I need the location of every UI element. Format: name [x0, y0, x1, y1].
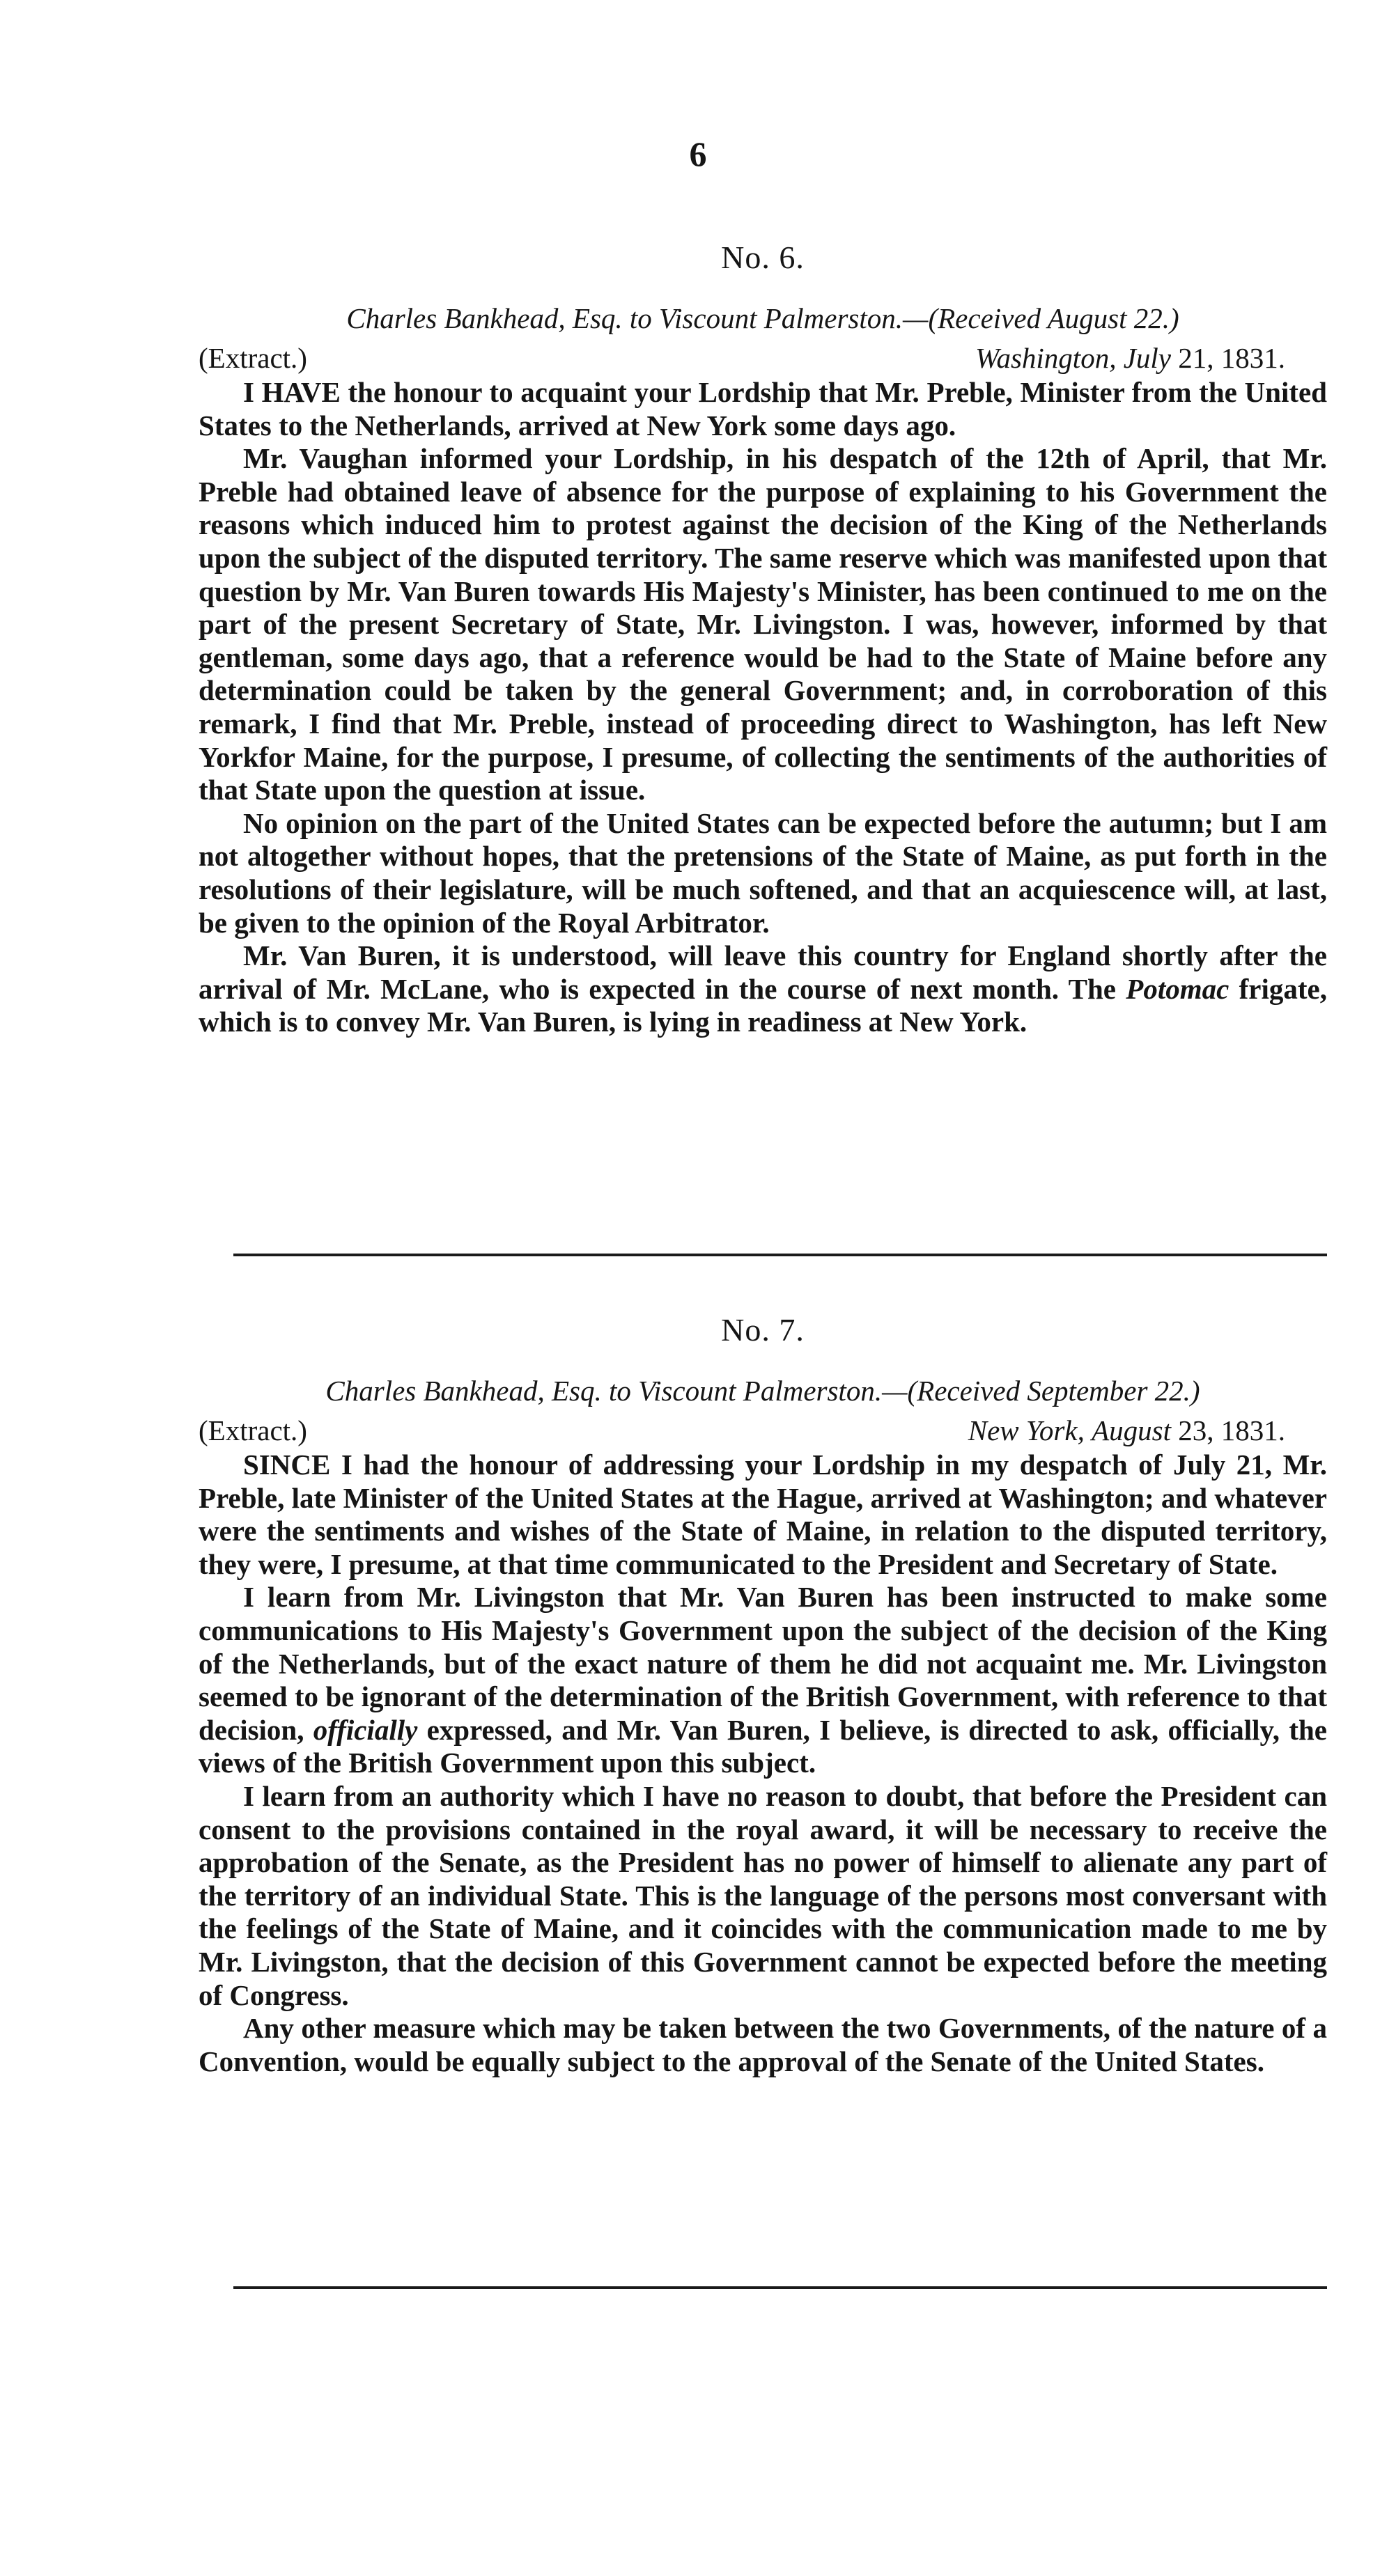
letter-meta [199, 1412, 1327, 1449]
section-divider [233, 2286, 1327, 2289]
letter-month: July [1123, 342, 1171, 374]
section-divider [233, 1254, 1327, 1256]
letter-meta [199, 340, 1327, 376]
page-number: 6 [689, 134, 707, 173]
paragraph-text: expressed, and Mr. Van Buren, I believe, is directed to ask, officially, the views of the British Government upon this subject. [199, 1713, 1327, 1779]
extract-label: (Extract.) [199, 1414, 307, 1446]
paragraph [199, 939, 1327, 1039]
paragraph-text: I learn from Mr. Livingston that Mr. Van Buren has been instructed to make some communications to His Majesty's Government upon the subject of the decision of the King of the Netherlands, but of the exact nature of them he did not acquaint me. Mr. Livingston seemed to be ignorant of the determination of the British Government, with reference to that decision, [199, 1581, 1327, 1746]
document-section-7 [199, 1309, 1327, 2078]
letter-sender: Charles Bankhead, Esq. to Viscount Palmerston. [346, 302, 903, 334]
paragraph: I HAVE the honour to acquaint your Lordship that Mr. Preble, Minister from the United States to the Netherlands, arrived at New York some days ago. [199, 376, 1327, 442]
emphasis-officially: officially [313, 1713, 418, 1746]
letter-sender: Charles Bankhead, Esq. to Viscount Palmerston. [325, 1375, 883, 1407]
paragraph: I learn from an authority which I have no reason to doubt, that before the President can consent to the provisions contained in the royal award, it will be necessary to receive the approbation of the Senate, as the President has no power of himself to alienate any part of the territory of an individual State. This is the language of the persons most conversant with the feelings of the State of Maine, and it coincides with the communication made to me by Mr. Livingston, that the decision of this Government cannot be expected before the meeting of Congress. [199, 1779, 1327, 2011]
paragraph [199, 1581, 1327, 1780]
letter-heading [199, 299, 1327, 337]
letter-day-year: 23, 1831. [1178, 1414, 1285, 1446]
letter-day-year: 21, 1831. [1178, 342, 1285, 374]
ship-name: Potomac [1126, 972, 1230, 1005]
place-date [968, 1412, 1327, 1449]
paragraph: SINCE I had the honour of addressing your Lordship in my despatch of July 21, Mr. Preble, late Minister of the United States at the Hague, arrived at Washington; and whatever were the sentiments and wishes of the State of Maine, in relation to the disputed territory, they were, I presume, at that time communicated to the President and Secretary of State. [199, 1449, 1327, 1580]
document-section-6 [199, 237, 1327, 1039]
document-number: No. 6. [721, 240, 805, 275]
document-number: No. 7. [721, 1312, 805, 1348]
paragraph: No opinion on the part of the United States can be expected before the autumn; but I am not altogether without hopes, that the pretensions of the State of Maine, as put forth in the resolutions of their legislature, will be much softened, and that an acquiescence will, at last, be given to the opinion of the Royal Arbitrator. [199, 806, 1327, 939]
paragraph: Mr. Vaughan informed your Lordship, in his despatch of the 12th of April, that Mr. Preble had obtained leave of absence for the purpose of explaining to his Government the reasons which induced him to protest against the decision of the King of the Netherlands upon the subject of the disputed territory. The same reserve which was manifested upon that question by Mr. Van Buren towards His Majesty's Minister, has been continued to me on the part of the present Secretary of State, Mr. Livingston. I was, however, informed by that gentleman, some days ago, that a reference would be had to the State of Maine before any determination could be taken by the general Government; and, in corroboration of this remark, I find that Mr. Preble, instead of proceeding direct to Washington, has left New Yorkfor Maine, for the purpose, I presume, of collecting the sentiments of the authorities of that State upon the question at issue. [199, 442, 1327, 806]
paragraph-text: Mr. Van Buren, it is understood, will leave this country for England shortly after the arrival of Mr. McLane, who is expected in the course of next month. The [199, 939, 1327, 1005]
letter-place: Washington, [975, 342, 1117, 374]
letter-place: New York, [968, 1414, 1085, 1446]
paragraph-text: frigate, which is to convey Mr. Van Buren, is lying in readiness at New York. [199, 972, 1327, 1038]
received-date: —(Received August 22.) [903, 302, 1179, 334]
received-date: —(Received September 22.) [882, 1375, 1200, 1407]
place-date [975, 340, 1327, 376]
extract-label: (Extract.) [199, 342, 307, 374]
letter-month: August [1092, 1414, 1171, 1446]
letter-heading [199, 1372, 1327, 1410]
paragraph: Any other measure which may be taken between the two Governments, of the nature of a Convention, would be equally subject to the approval of the Senate of the United States. [199, 2012, 1327, 2077]
